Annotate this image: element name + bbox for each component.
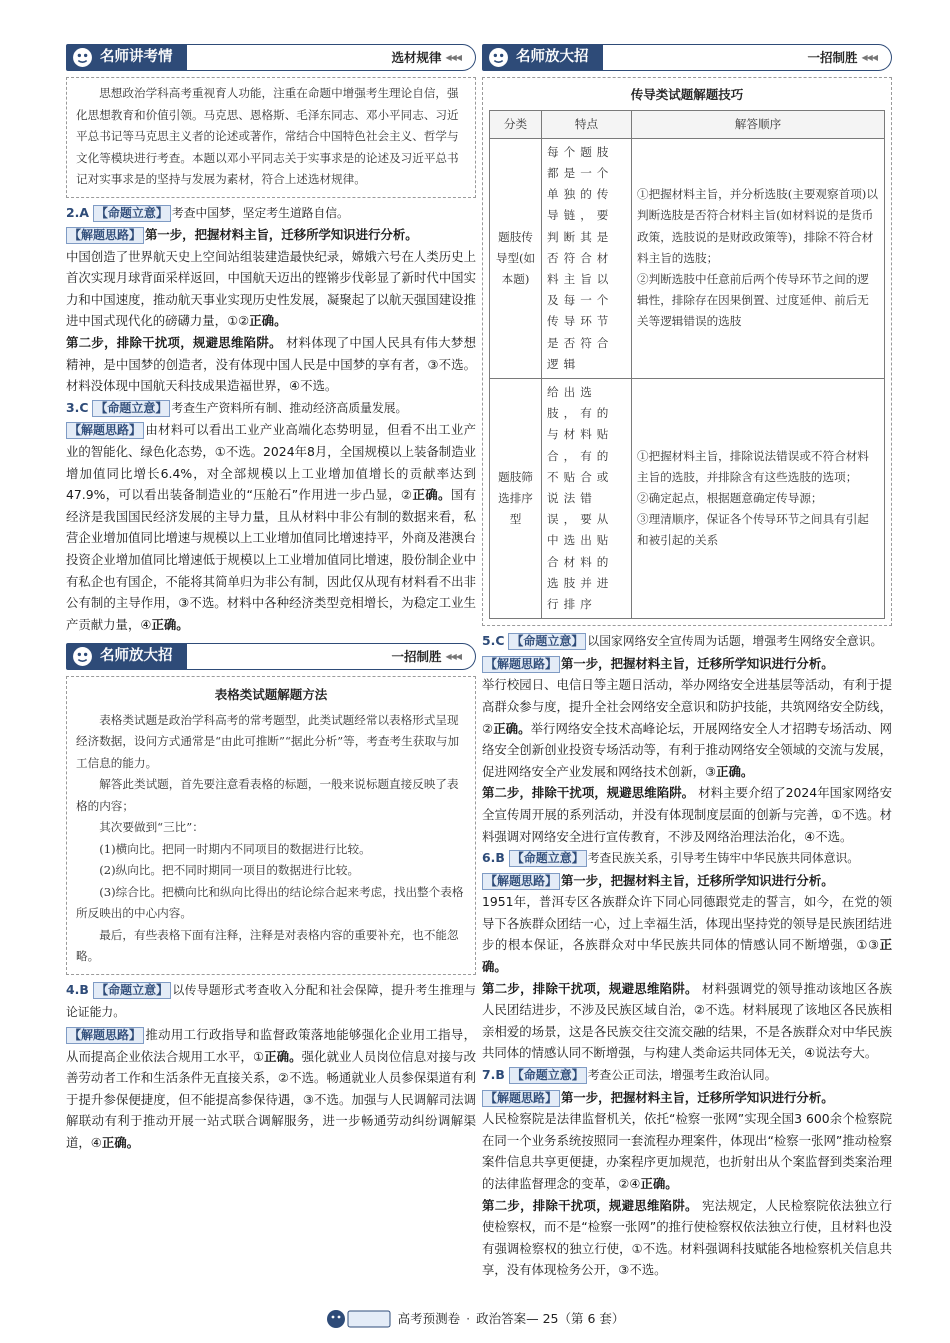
step-2-text: 材料主要介绍了2024年国家网络安全宣传周开展的系列活动，并没有体现制度层面的创新与完善，①不选。材料强调对网络安全进行宣传教育，不涉及网络治理法治化，④不选。 (482, 785, 892, 844)
step-1-text: 1951年，普洱专区各族群众许下同心同德跟党走的誓言，如今，在党的领导下各族群众团结一心，过上幸福生活，体现出坚持党的领导是民族团结进步的根本保证，各族群众对中华民族共同体的情感认同不断增强，①③ (482, 894, 892, 953)
step-1-text: 人民检察院是法律监督机关，依托“检察一张网”实现全国3 600余个检察院在同一个业务系统按照同一套流程办理案件，体现出“检察一张网”推动检察案件信息共享更便捷，办案程序更加规范，也折射出从个案监督到类案治理的法律监督理念的变革，②④ (482, 1111, 892, 1192)
arrows-icon: ◀◀◀ (861, 52, 877, 62)
left-column (66, 44, 476, 1154)
answer-2 (66, 202, 476, 225)
transmission-tips-box (482, 77, 892, 626)
step-item: ①把握材料主旨，并分析选肢(主要观察首项)以判断选肢是否符合材料主旨(如材料说的是货币政策，选肢说的是财政政策等)，排除不符合材料主旨的选肢； (637, 187, 878, 265)
section-header-tips (66, 643, 476, 670)
answer-6-solution (482, 870, 892, 1064)
section-header-tips (482, 44, 892, 71)
footer-separator: · (466, 1311, 471, 1327)
correct-mark: 正确。 (151, 616, 189, 632)
section-title-bar (603, 44, 893, 71)
answer-4-solution (66, 1024, 476, 1154)
step-2-text: 材料体现了中国人民具有伟大梦想精神，是中国梦的创造者，没有体现中国人民是中国梦的享有者，③不选。材料没体现中国航天科技成果造福世界，④不选。 (66, 335, 477, 394)
intent-tag: 【命题立意】 (93, 982, 171, 999)
question-number: 7.B (482, 1067, 505, 1083)
box-para: (2)纵向比。把不同时期同一项目的数据进行比较。 (99, 863, 360, 878)
section-tag-label: 名师放大招 (516, 49, 589, 65)
solution-tag: 【解题思路】 (66, 422, 144, 439)
intent-tag: 【命题立意】 (92, 400, 170, 417)
box-title: 表格类试题解题方法 (214, 687, 328, 703)
intent-text: 以传导题形式考查收入分配和社会保障，提升考生推理与论证能力。 (66, 982, 476, 1020)
section-tag (66, 643, 187, 670)
cell-feature: 每个题肢都是一个单独的传导链，要判断其是否符合材料主旨以及每一个传导环节是否符合逻辑 (542, 138, 632, 378)
solution-text-2: 强化就业人员岗位信息对接与改善劳动者工作和生活条件无直接关系，②不选。畅通就业人员参保渠道有利于提升参保便捷度，但不能提高参保待遇，③不选。加强与人民调解司法调解联动有利于推动开展一站式联合调解服务，进一步畅通劳动纠纷调解渠道，④ (66, 1048, 477, 1151)
answer-7-solution (482, 1087, 892, 1281)
table-title: 传导类试题解题技巧 (630, 87, 744, 102)
table-method-box (66, 676, 476, 975)
box-para: (3)综合比。把横向比和纵向比得出的结论综合起来考虑，找出整个表格所反映出的中心内容。 (76, 884, 464, 921)
solution-text-2: 国有经济是我国国民经济发展的主导力量，且从材料中非公有制的数据来看，私营企业增加值同比增速与规模以上工业增加值同比增速持平，外商及港澳台投资企业增加值同比增速低于规模以上工业增加值同比增速，股份制企业中有私企也有国企，不能将其简单归为非公有制，因此仅从现有材料看不出非公有制的主导作用，③不选。材料中各种经济类型竞相增长，为稳定工业生产贡献力量，④ (66, 487, 477, 632)
solution-tag: 【解题思路】 (482, 873, 560, 890)
publisher-logo (326, 1308, 392, 1330)
section-tag-label: 名师放大招 (100, 648, 173, 665)
step-1-text: 举行校园日、电信日等主题日活动，举办网络安全进基层等活动，有利于提高群众参与度，提升全社会网络安全意识和防护技能，共筑网络安全防线，② (482, 677, 892, 736)
answer-3-solution (66, 419, 476, 635)
step-1-label: 第一步，把握材料主旨，迁移所学知识进行分析。 (145, 227, 418, 243)
answer-5 (482, 630, 892, 653)
page-footer (0, 1308, 950, 1330)
correct-mark: 正确。 (412, 487, 451, 503)
step-2-label: 第二步，排除干扰项，规避思维陷阱。 (482, 980, 698, 996)
section-header-exam-analysis (66, 44, 476, 71)
intent-tag: 【命题立意】 (508, 633, 586, 650)
step-item: ①把握材料主旨，排除说法错误或不符合材料主旨的选肢，并排除含有这些选肢的选项； (637, 448, 869, 484)
table-row (490, 138, 885, 378)
step-item: ②判断选肢中任意前后两个传导环节之间的逻辑性，排除存在因果倒置、过度延伸、前后无关等逻辑错误的选肢 (637, 271, 869, 329)
step-1-text-2: 举行网络安全技术高峰论坛，开展网络安全人才招聘专场活动、网络安全创新创业投资专场活动等，有利于推动网络安全领域的交流与发展，促进网络安全产业发展和网络技术创新，③ (482, 720, 893, 779)
step-item: ②确定起点，根据题意确定传导源； (637, 490, 823, 505)
correct-mark: 正确。 (716, 763, 754, 779)
answer-4 (66, 979, 476, 1024)
step-1-text: 中国创造了世界航天史上空间站组装建造最快纪录，嫦娥六号在人类历史上首次实现月球背面采样返回，中国航天迈出的铿锵步伐彰显了新时代中国实力和中国速度，推动航天事业实现历史性发展，凝聚起了以航天强国建设推进中国式现代化的磅礴力量，①② (66, 248, 476, 329)
col-header: 解答顺序 (632, 110, 885, 138)
correct-mark: 正确。 (493, 720, 531, 736)
question-number: 3.C (66, 399, 89, 415)
arrows-icon: ◀◀◀ (445, 52, 461, 62)
section-title: 选材规律 (391, 49, 442, 65)
intent-text: 考查公正司法，增强考生政治认同。 (587, 1068, 777, 1083)
step-1-label: 第一步，把握材料主旨，迁移所学知识进行分析。 (561, 1089, 834, 1105)
mascot-icon (72, 646, 93, 667)
intent-text: 考查民族关系，引导考生铸牢中华民族共同体意识。 (587, 851, 860, 866)
solution-tag: 【解题思路】 (482, 656, 560, 673)
intent-tag: 【命题立意】 (509, 850, 587, 867)
exam-analysis-box (66, 77, 476, 198)
section-title: 一招制胜 (391, 649, 442, 665)
box-para: 解答此类试题，首先要注意看表格的标题，一般来说标题直接反映了表格的内容； (76, 777, 459, 813)
correct-mark: 正确。 (264, 1048, 302, 1064)
box-para: 最后，有些表格下面有注释，注释是对表格内容的重要补充，也不能忽略。 (76, 927, 459, 964)
section-title: 一招制胜 (807, 49, 858, 65)
section-tag-label: 名师讲考情 (100, 49, 173, 65)
correct-mark: 正确。 (640, 1176, 678, 1192)
answer-2-solution (66, 224, 476, 397)
intent-text: 考查中国梦，坚定考生道路自信。 (171, 205, 349, 220)
right-column (482, 44, 892, 1281)
question-number: 6.B (482, 850, 505, 866)
question-number: 4.B (66, 981, 89, 997)
box-para: 表格类试题是政治学科高考的常考题型，此类试题经常以表格形式呈现经济数据，设问方式通常是“由此可推断”“据此分析”等，考查考生获取与加工信息的能力。 (76, 712, 460, 770)
arrows-icon: ◀◀◀ (445, 652, 461, 662)
correct-mark: 正确。 (101, 1135, 140, 1151)
section-title-bar (187, 44, 477, 71)
cell-feature: 给出选肢，有的与材料贴合，有的不贴合或说法错误，要从中选出贴合材料的选肢并进行排序 (542, 378, 632, 618)
solution-text-1: 由材料可以看出工业产业高端化态势明显，但看不出工业产业的智能化、绿色化态势，①不选。2024年8月，全国规模以上装备制造业增加值同比增长6.4%，对全部规模以上工业增加值增长的贡献率达到47.9%，可以看出装备制造业的“压舱石”作用进一步凸显，② (66, 422, 476, 503)
cell-steps (632, 378, 885, 618)
col-header: 特点 (542, 110, 632, 138)
box-para: 其次要做到“三比”： (99, 820, 204, 835)
step-2-label: 第二步，排除干扰项，规避思维陷阱。 (482, 785, 695, 801)
table-header-row (490, 110, 885, 138)
correct-mark: 正确。 (482, 937, 892, 975)
answer-7 (482, 1064, 892, 1087)
footer-brand: 高考预测卷 (397, 1311, 461, 1327)
question-number: 5.C (482, 633, 505, 649)
answer-3 (66, 397, 476, 420)
solution-tag: 【解题思路】 (66, 1027, 144, 1044)
table-row (490, 378, 885, 618)
intent-text: 考查生产资料所有制、推动经济高质量发展。 (171, 400, 408, 415)
intent-tag: 【命题立意】 (509, 1067, 587, 1084)
cell-category: 题肢传导型(如本题) (490, 138, 542, 378)
exam-analysis-text: 思想政治学科高考重视育人功能，注重在命题中增强考生理论自信，强化思想教育和价值引领。马克思、恩格斯、毛泽东同志、邓小平同志、习近平总书记等马克思主义者的论述或著作，常结合中国特色社会主义、哲学与文化等模块进行考查。本题以邓小平同志关于实事求是的论述及习近平总书记对实事求是的坚持与发展为素材，符合上述选材规律。 (76, 86, 459, 186)
answer-6 (482, 847, 892, 870)
step-1-label: 第一步，把握材料主旨，迁移所学知识进行分析。 (561, 655, 834, 671)
intent-text: 以国家网络安全宣传周为话题，增强考生网络安全意识。 (587, 634, 883, 649)
cell-category: 题肢筛选排序型 (490, 378, 542, 618)
solution-tag: 【解题思路】 (66, 227, 144, 244)
intent-tag: 【命题立意】 (93, 205, 171, 222)
step-2-label: 第二步，排除干扰项，规避思维陷阱。 (482, 1197, 698, 1213)
solution-text-1: 推动用工行政指导和监督政策落地能够强化企业用工指导，从而提高企业依法合规用工水平，① (66, 1027, 476, 1064)
answer-5-solution (482, 653, 892, 847)
step-2-label: 第二步，排除干扰项，规避思维陷阱。 (66, 335, 282, 351)
step-2-text: 宪法规定，人民检察院依法独立行使检察权，而不是“检察一张网”的推行使检察权依法独立行使，且材料也没有强调检察权的独立行使，①不选。材料强调科技赋能各地检察机关信息共享，没有体现检务公开，③不选。 (482, 1197, 893, 1278)
correct-mark: 正确。 (249, 313, 287, 329)
cell-steps (632, 138, 885, 378)
solution-tag: 【解题思路】 (482, 1090, 560, 1107)
box-para: (1)横向比。把同一时期内不同项目的数据进行比较。 (99, 841, 371, 856)
mascot-icon (488, 47, 509, 68)
col-header: 分类 (490, 110, 542, 138)
mascot-icon (72, 47, 93, 68)
section-tag (482, 44, 603, 71)
question-number: 2.A (66, 204, 89, 220)
step-1-label: 第一步，把握材料主旨，迁移所学知识进行分析。 (561, 872, 834, 888)
tips-table (489, 110, 885, 620)
section-title-bar (187, 643, 477, 670)
footer-text: 政治答案— 25（第 6 套） (476, 1311, 625, 1327)
step-2-text: 材料强调党的领导推动该地区各族人民团结进步，不涉及民族区域自治，②不选。材料展现了该地区各民族相亲相爱的场景，这是各民族交往交流交融的结果，不是各族群众对中华民族共同体的情感认同不断增强，与构建人类命运共同体无关，④说法夸大。 (482, 980, 893, 1061)
section-tag (66, 44, 187, 71)
step-item: ③理清顺序，保证各个传导环节之间具有引起和被引起的关系 (637, 512, 869, 548)
